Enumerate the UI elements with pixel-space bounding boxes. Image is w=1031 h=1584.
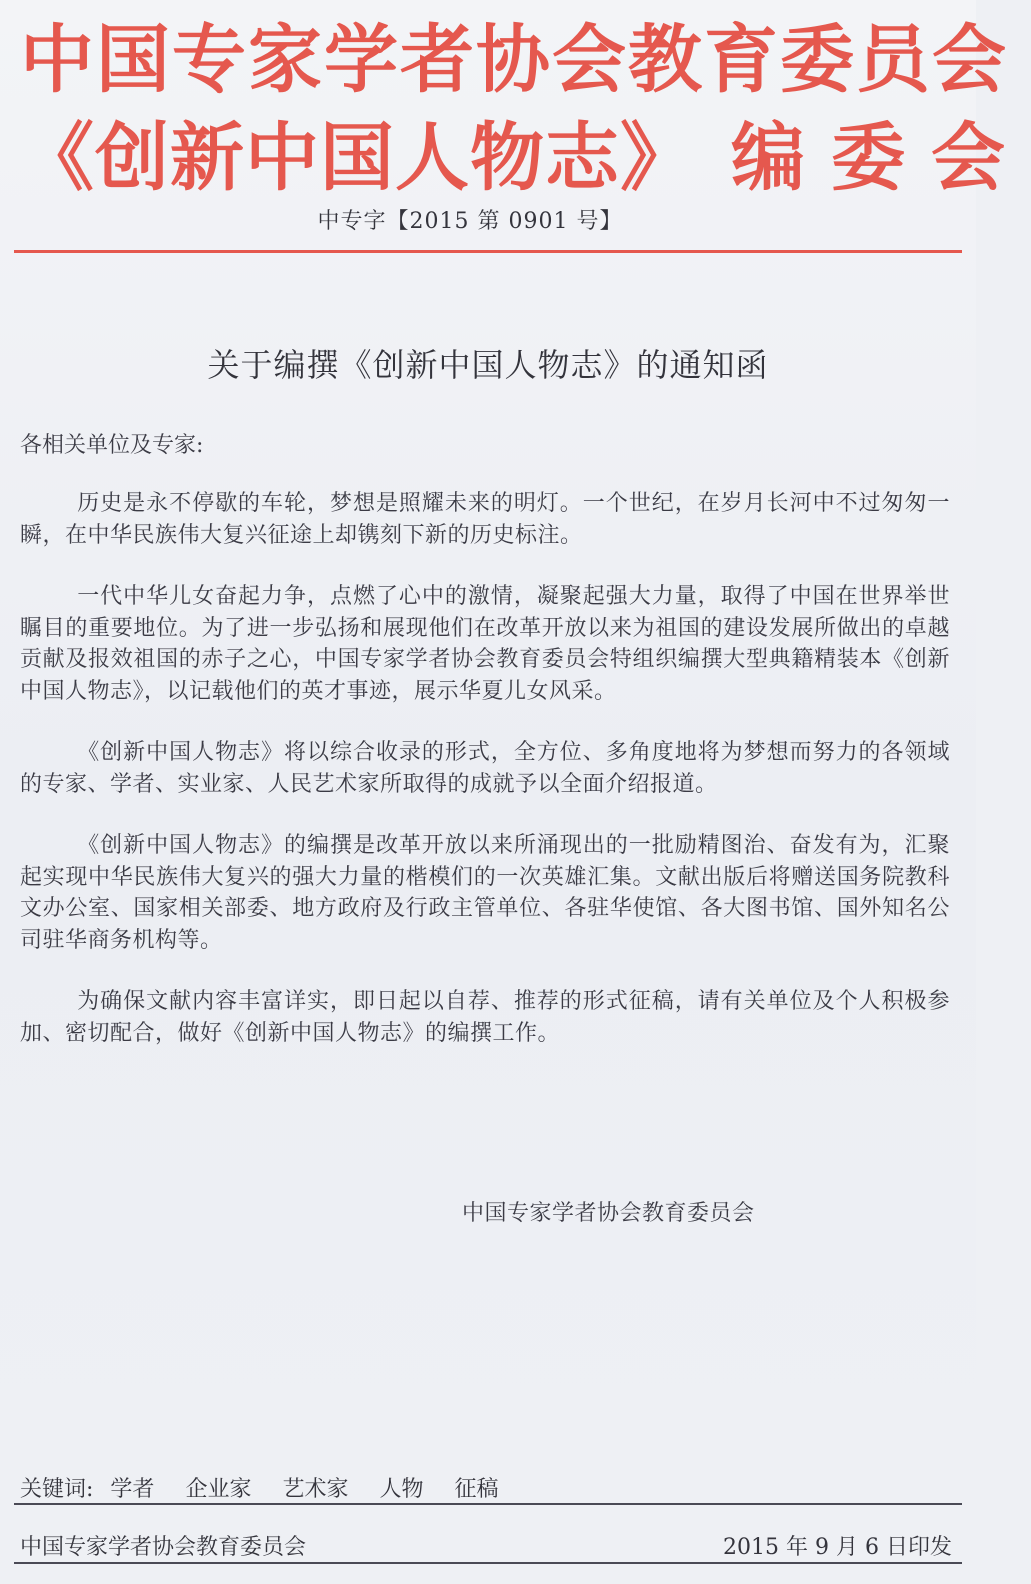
- keyword-item: 艺术家: [282, 1477, 349, 1502]
- keyword-item: 企业家: [185, 1477, 252, 1502]
- salutation: 各相关单位及专家:: [20, 433, 204, 458]
- body-paragraph-1: 历史是永不停歇的车轮，梦想是照耀未来的明灯。一个世纪，在岁月长河中不过匆匆一瞬，在中华民族伟大复兴征途上却镌刻下新的历史标注。: [20, 491, 950, 548]
- body-paragraph-3: 《创新中国人物志》将以综合收录的形式，全方位、多角度地将为梦想而努力的各领域的专家、学者、实业家、人民艺术家所取得的成就予以全面介绍报道。: [20, 740, 950, 797]
- footer-date: 2015 年 9 月 6 日印发: [723, 1535, 952, 1560]
- letterhead-committee-suffix: 编委会: [731, 115, 1031, 201]
- letterhead-organization: 中国专家学者协会教育委员会: [20, 17, 1008, 103]
- letterhead-red-rule: [14, 250, 962, 253]
- letterhead-book-title: 《创新中国人物志》: [20, 115, 695, 201]
- notice-body: [20, 488, 950, 1079]
- footer-rule-bottom: [14, 1562, 962, 1564]
- footer-issuer: 中国专家学者协会教育委员会: [20, 1535, 307, 1560]
- notice-title: 关于编撰《创新中国人物志》的通知函: [207, 346, 769, 384]
- keyword-item: 征稿: [454, 1477, 499, 1502]
- keyword-item: 人物: [379, 1477, 424, 1502]
- body-paragraph-4: 《创新中国人物志》的编撰是改革开放以来所涌现出的一批励精图治、奋发有为，汇聚起实现中华民族伟大复兴的强大力量的楷模们的一次英雄汇集。文献出版后将赠送国务院教科文办公室、国家相关部委、地方政府及行政主管单位、各驻华使馆、各大图书馆、国外知名公司驻华商务机构等。: [20, 833, 950, 953]
- letterhead-committee: [20, 110, 1031, 206]
- keywords-label: 关键词:: [20, 1477, 94, 1502]
- document-number: 中专字【2015 第 0901 号】: [317, 209, 623, 234]
- keyword-item: 学者: [110, 1477, 155, 1502]
- footer-rule-top: [14, 1503, 962, 1505]
- body-paragraph-5: 为确保文献内容丰富详实，即日起以自荐、推荐的形式征稿，请有关单位及个人积极参加、密切配合，做好《创新中国人物志》的编撰工作。: [20, 989, 950, 1046]
- signature-organization: 中国专家学者协会教育委员会: [462, 1201, 755, 1226]
- keywords-line: [20, 1472, 523, 1503]
- body-paragraph-2: 一代中华儿女奋起力争，点燃了心中的激情，凝聚起强大力量，取得了中国在世界举世瞩目的重要地位。为了进一步弘扬和展现他们在改革开放以来为祖国的建设发展所做出的卓越贡献及报效祖国的赤子之心，中国专家学者协会教育委员会特组织编撰大型典籍精装本《创新中国人物志》，以记载他们的英才事迹，展示华夏儿女风采。: [20, 584, 950, 704]
